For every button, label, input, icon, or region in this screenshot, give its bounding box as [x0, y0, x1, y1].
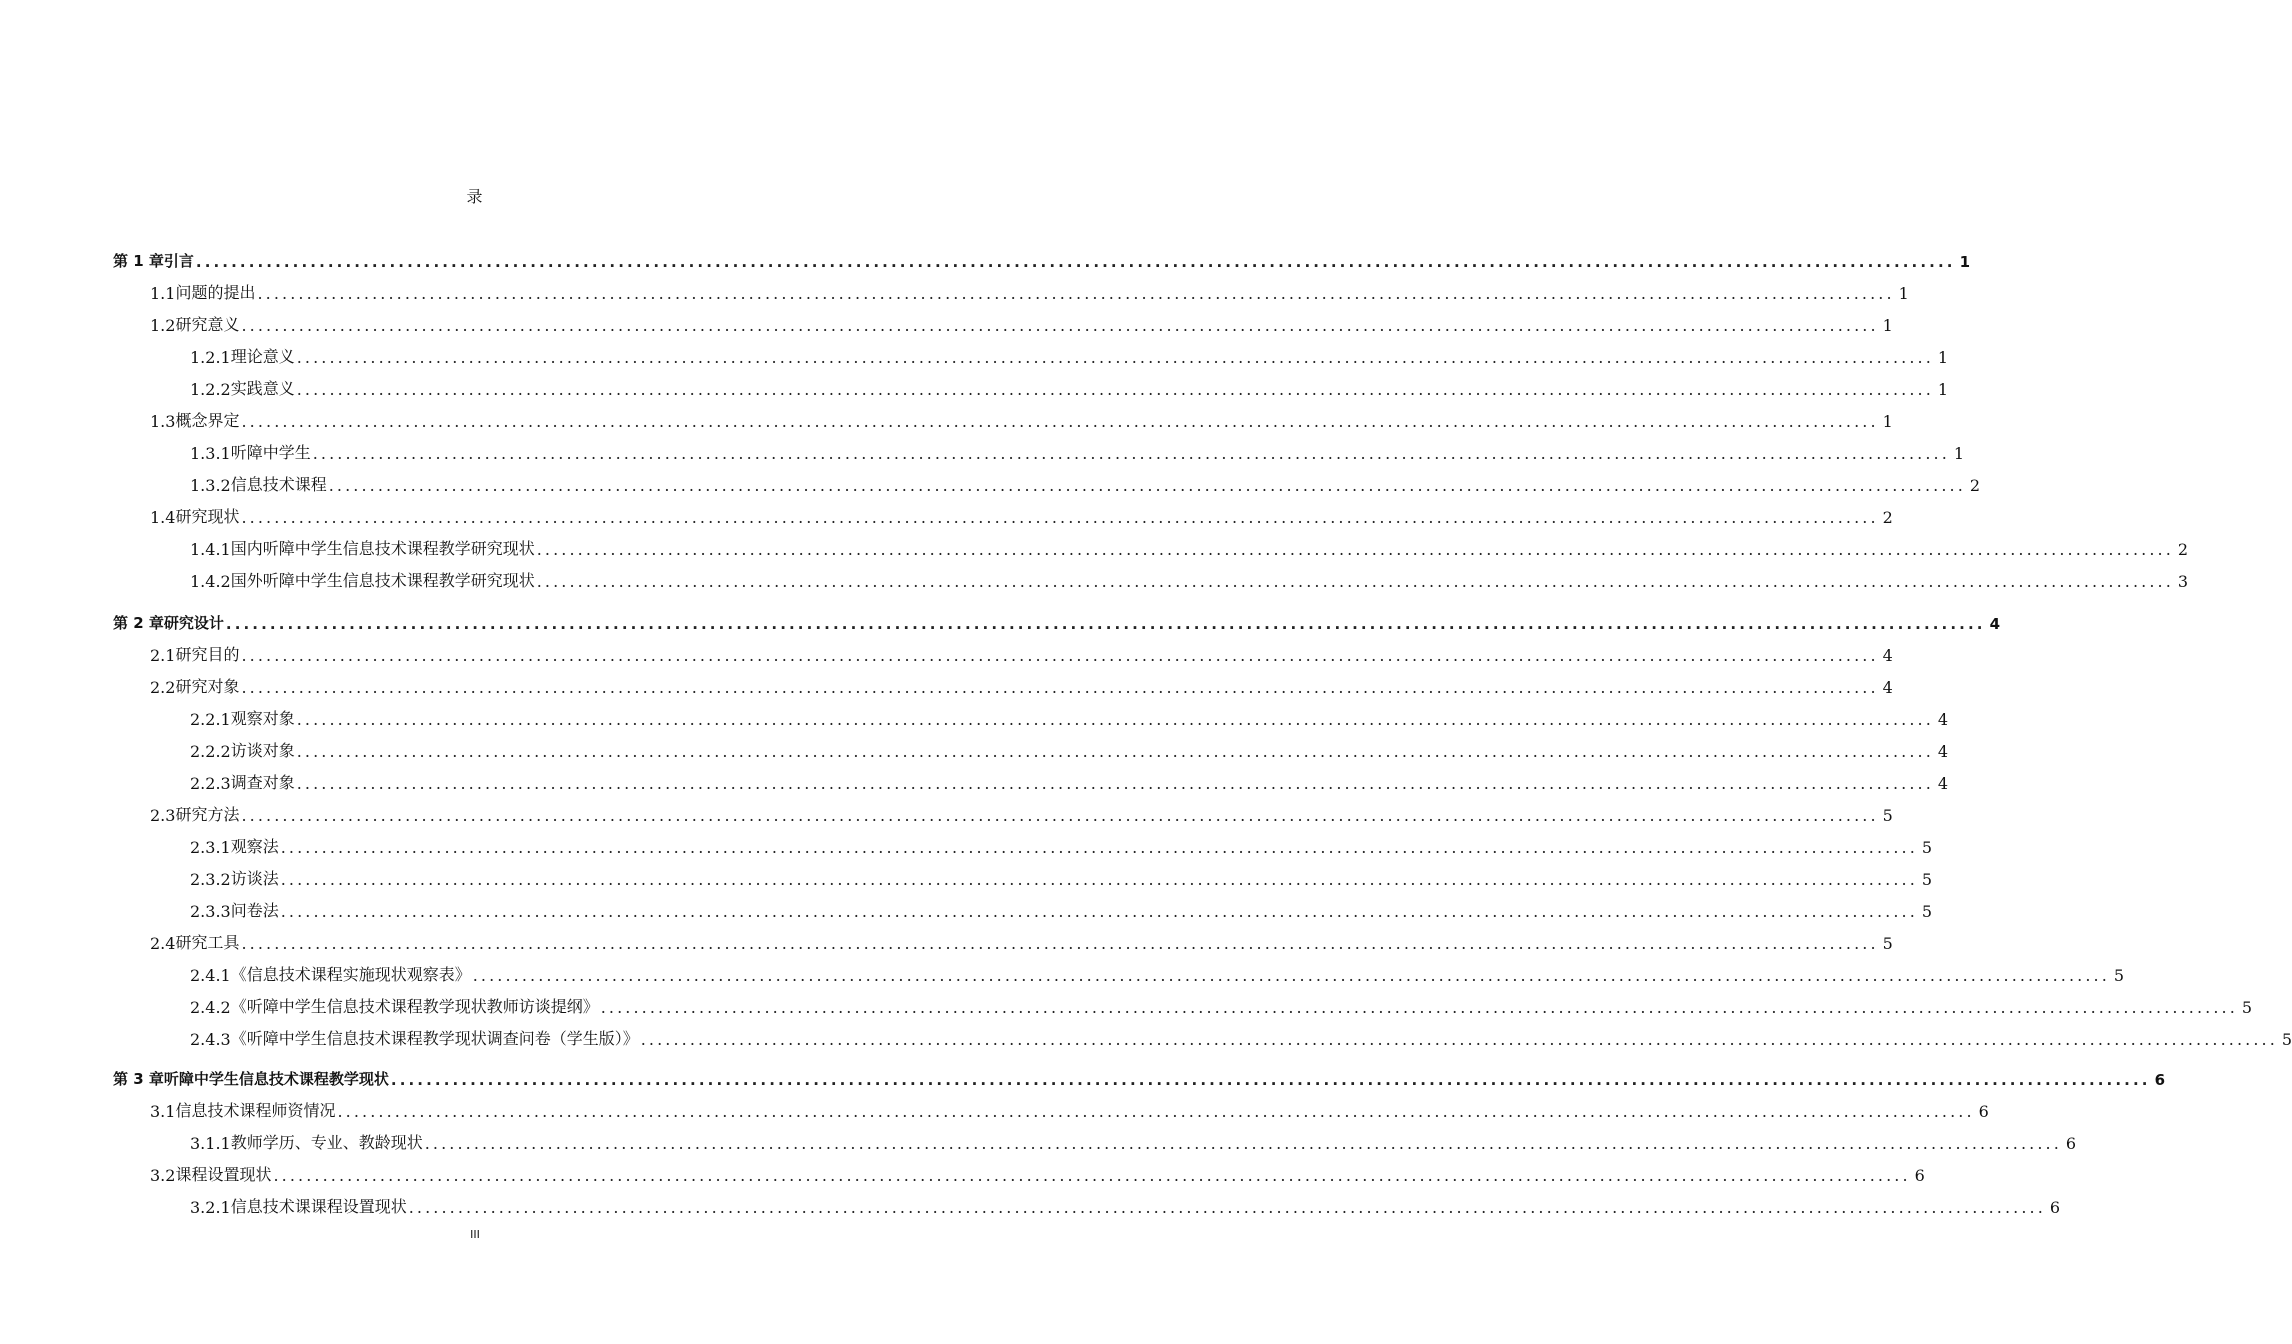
toc-entry-label: 实践意义 — [230, 379, 295, 398]
toc-leader-dots: ........................................................................................................................................................................................................ — [408, 1198, 2046, 1217]
toc-leader-dots: ........................................................................................................................................................................................................ — [195, 253, 1956, 271]
toc-leader-dots: ........................................................................................................................................................................................................ — [424, 1134, 2062, 1153]
toc-entry-number: 3.1.1 — [190, 1134, 231, 1153]
toc-leader-dots: ........................................................................................................................................................................................................ — [280, 870, 1918, 889]
toc-entry-label: 研究方法 — [175, 805, 240, 824]
page-number-footer: III — [470, 1228, 480, 1241]
toc-entry-number: 1.1 — [150, 284, 176, 303]
toc-subsection-entry[interactable] — [190, 535, 2189, 559]
toc-entry-number: 2.4 — [150, 934, 176, 953]
toc-entry-label: 研究目的 — [175, 645, 240, 664]
toc-leader-dots: ........................................................................................................................................................................................................ — [337, 1102, 1975, 1121]
toc-leader-dots: ........................................................................................................................................................................................................ — [241, 412, 1879, 431]
toc-entry-page: 1 — [1953, 444, 1965, 463]
toc-leader-dots: ........................................................................................................................................................................................................ — [536, 540, 2174, 559]
toc-entry-page: 6 — [2049, 1198, 2061, 1217]
toc-entry-number: 3.2 — [150, 1166, 176, 1185]
toc-entry-page: 5 — [2241, 998, 2253, 1017]
toc-entry-number: 1.4 — [150, 508, 176, 527]
toc-entry-label: 信息技术课课程设置现状 — [230, 1197, 407, 1216]
toc-subsection-entry[interactable] — [190, 1025, 2292, 1049]
toc-subsection-entry[interactable] — [190, 567, 2189, 591]
toc-entry-page: 4 — [1937, 774, 1949, 793]
toc-entry-number: 2.2.2 — [190, 742, 231, 761]
toc-leader-dots: ........................................................................................................................................................................................................ — [296, 348, 1934, 367]
toc-subsection-entry[interactable] — [190, 737, 1949, 761]
toc-entry-number: 1.3 — [150, 412, 176, 431]
toc-entry-label: 听障中学生 — [230, 443, 311, 462]
toc-entry-label: 《听障中学生信息技术课程教学现状教师访谈提纲》 — [230, 997, 599, 1016]
toc-entry-page: 2 — [1969, 476, 1981, 495]
toc-entry-page: 4 — [1937, 710, 1949, 729]
toc-entry-page: 5 — [1882, 806, 1893, 825]
toc-leader-dots: ........................................................................................................................................................................................................ — [280, 838, 1918, 857]
toc-leader-dots: ........................................................................................................................................................................................................ — [600, 998, 2238, 1017]
toc-subsection-entry[interactable] — [190, 993, 2253, 1017]
toc-entry-label: 研究意义 — [175, 315, 240, 334]
toc-entry-page: 1 — [1882, 316, 1893, 335]
toc-entry-number: 第 2 章 — [113, 614, 164, 632]
toc-entry-page: 1 — [1898, 284, 1909, 303]
toc-entry-label: 研究对象 — [175, 677, 240, 696]
toc-title: 录 — [466, 187, 484, 206]
toc-entry-number: 2.3.1 — [190, 838, 231, 857]
toc-leader-dots: ........................................................................................................................................................................................................ — [328, 476, 1966, 495]
toc-entry-number: 2.2 — [150, 678, 176, 697]
toc-subsection-entry[interactable] — [190, 343, 1949, 367]
toc-entry-page: 3 — [2177, 572, 2189, 591]
toc-entry-number: 2.3.3 — [190, 902, 231, 921]
toc-entry-number: 1.4.2 — [190, 572, 231, 591]
toc-entry-label: 《信息技术课程实施现状观察表》 — [230, 965, 471, 984]
toc-entry-label: 访谈对象 — [230, 741, 295, 760]
toc-leader-dots: ........................................................................................................................................................................................................ — [257, 284, 1895, 303]
toc-section-entry[interactable] — [150, 279, 1909, 303]
toc-entry-label: 国内听障中学生信息技术课程教学研究现状 — [230, 539, 535, 558]
toc-leader-dots: ........................................................................................................................................................................................................ — [390, 1071, 2151, 1089]
toc-entry-label: 研究工具 — [175, 933, 240, 952]
toc-subsection-entry[interactable] — [190, 769, 1949, 793]
toc-entry-label: 课程设置现状 — [175, 1165, 272, 1184]
toc-leader-dots: ........................................................................................................................................................................................................ — [280, 902, 1918, 921]
toc-entry-page: 5 — [2113, 966, 2125, 985]
toc-entry-number: 2.3.2 — [190, 870, 231, 889]
toc-leader-dots: ........................................................................................................................................................................................................ — [241, 508, 1879, 527]
toc-entry-number: 1.3.1 — [190, 444, 231, 463]
toc-entry-page: 6 — [2154, 1071, 2165, 1089]
toc-section-entry[interactable] — [150, 407, 1893, 431]
toc-section-entry[interactable] — [150, 311, 1893, 335]
toc-entry-number: 1.2.2 — [190, 380, 231, 399]
toc-entry-page: 5 — [1921, 870, 1933, 889]
toc-entry-label: 教师学历、专业、教龄现状 — [230, 1133, 423, 1152]
toc-entry-label: 理论意义 — [230, 347, 295, 366]
toc-entry-page: 5 — [1921, 838, 1933, 857]
toc-entry-label: 信息技术课程 — [230, 475, 327, 494]
toc-leader-dots: ........................................................................................................................................................................................................ — [241, 678, 1879, 697]
toc-subsection-entry[interactable] — [190, 833, 1933, 857]
toc-subsection-entry[interactable] — [190, 375, 1949, 399]
toc-entry-number: 第 1 章 — [113, 252, 164, 270]
toc-entry-label: 信息技术课程师资情况 — [175, 1101, 336, 1120]
toc-entry-label: 引言 — [163, 252, 194, 270]
toc-entry-label: 问卷法 — [230, 901, 279, 920]
toc-leader-dots: ........................................................................................................................................................................................................ — [472, 966, 2110, 985]
toc-leader-dots: ........................................................................................................................................................................................................ — [225, 615, 1986, 633]
toc-entry-number: 2.4.2 — [190, 998, 231, 1017]
toc-chapter-entry[interactable] — [113, 609, 2000, 633]
toc-subsection-entry[interactable] — [190, 961, 2125, 985]
toc-entry-label: 观察法 — [230, 837, 279, 856]
toc-leader-dots: ........................................................................................................................................................................................................ — [296, 774, 1934, 793]
toc-entry-label: 问题的提出 — [175, 283, 256, 302]
toc-entry-page: 1 — [1959, 253, 1970, 271]
toc-entry-label: 研究现状 — [175, 507, 240, 526]
toc-section-entry[interactable] — [150, 641, 1893, 665]
toc-chapter-entry[interactable] — [113, 1065, 2165, 1089]
toc-entry-number: 2.2.3 — [190, 774, 231, 793]
toc-leader-dots: ........................................................................................................................................................................................................ — [296, 380, 1934, 399]
toc-entry-label: 观察对象 — [230, 709, 295, 728]
toc-entry-label: 国外听障中学生信息技术课程教学研究现状 — [230, 571, 535, 590]
toc-section-entry[interactable] — [150, 503, 1893, 527]
toc-entry-page: 4 — [1882, 646, 1893, 665]
toc-entry-number: 2.2.1 — [190, 710, 231, 729]
toc-entry-label: 概念界定 — [175, 411, 240, 430]
toc-entry-page: 6 — [1914, 1166, 1925, 1185]
toc-subsection-entry[interactable] — [190, 897, 1933, 921]
toc-entry-page: 6 — [1978, 1102, 1989, 1121]
toc-subsection-entry[interactable] — [190, 1193, 2061, 1217]
toc-entry-number: 1.2.1 — [190, 348, 231, 367]
toc-entry-number: 3.1 — [150, 1102, 176, 1121]
toc-entry-page: 6 — [2065, 1134, 2077, 1153]
toc-entry-label: 研究设计 — [163, 614, 224, 632]
toc-entry-page: 5 — [1882, 934, 1893, 953]
toc-entry-page: 2 — [2177, 540, 2189, 559]
toc-subsection-entry[interactable] — [190, 705, 1949, 729]
toc-entry-page: 1 — [1882, 412, 1893, 431]
toc-entry-label: 调查对象 — [230, 773, 295, 792]
toc-section-entry[interactable] — [150, 673, 1893, 697]
toc-leader-dots: ........................................................................................................................................................................................................ — [241, 806, 1879, 825]
toc-entry-number: 2.1 — [150, 646, 176, 665]
toc-subsection-entry[interactable] — [190, 471, 1981, 495]
toc-entry-label: 《听障中学生信息技术课程教学现状调查问卷（学生版）》 — [230, 1029, 639, 1048]
toc-entry-number: 1.3.2 — [190, 476, 231, 495]
toc-leader-dots: ........................................................................................................................................................................................................ — [640, 1030, 2278, 1049]
toc-entry-number: 2.4.3 — [190, 1030, 231, 1049]
toc-section-entry[interactable] — [150, 1161, 1925, 1185]
toc-entry-page: 1 — [1937, 380, 1949, 399]
toc-entry-number: 3.2.1 — [190, 1198, 231, 1217]
toc-section-entry[interactable] — [150, 801, 1893, 825]
toc-leader-dots: ........................................................................................................................................................................................................ — [536, 572, 2174, 591]
toc-chapter-entry[interactable] — [113, 247, 1970, 271]
toc-entry-number: 2.4.1 — [190, 966, 231, 985]
toc-leader-dots: ........................................................................................................................................................................................................ — [296, 710, 1934, 729]
toc-entry-page: 4 — [1989, 615, 2000, 633]
toc-entry-page: 2 — [1882, 508, 1893, 527]
toc-entry-number: 1.2 — [150, 316, 176, 335]
toc-entry-page: 1 — [1937, 348, 1949, 367]
toc-leader-dots: ........................................................................................................................................................................................................ — [273, 1166, 1911, 1185]
toc-entry-page: 4 — [1937, 742, 1949, 761]
toc-entry-page: 5 — [2281, 1030, 2292, 1049]
toc-leader-dots: ........................................................................................................................................................................................................ — [312, 444, 1950, 463]
toc-entry-page: 4 — [1882, 678, 1893, 697]
toc-entry-label: 访谈法 — [230, 869, 279, 888]
toc-subsection-entry[interactable] — [190, 439, 1965, 463]
toc-subsection-entry[interactable] — [190, 865, 1933, 889]
toc-section-entry[interactable] — [150, 1097, 1989, 1121]
toc-leader-dots: ........................................................................................................................................................................................................ — [241, 934, 1879, 953]
toc-leader-dots: ........................................................................................................................................................................................................ — [241, 646, 1879, 665]
toc-leader-dots: ........................................................................................................................................................................................................ — [241, 316, 1879, 335]
toc-entry-number: 1.4.1 — [190, 540, 231, 559]
toc-entry-page: 5 — [1921, 902, 1933, 921]
toc-entry-number: 第 3 章 — [113, 1070, 164, 1088]
toc-entry-label: 听障中学生信息技术课程教学现状 — [163, 1070, 389, 1088]
toc-leader-dots: ........................................................................................................................................................................................................ — [296, 742, 1934, 761]
toc-entry-number: 2.3 — [150, 806, 176, 825]
toc-subsection-entry[interactable] — [190, 1129, 2077, 1153]
toc-section-entry[interactable] — [150, 929, 1893, 953]
